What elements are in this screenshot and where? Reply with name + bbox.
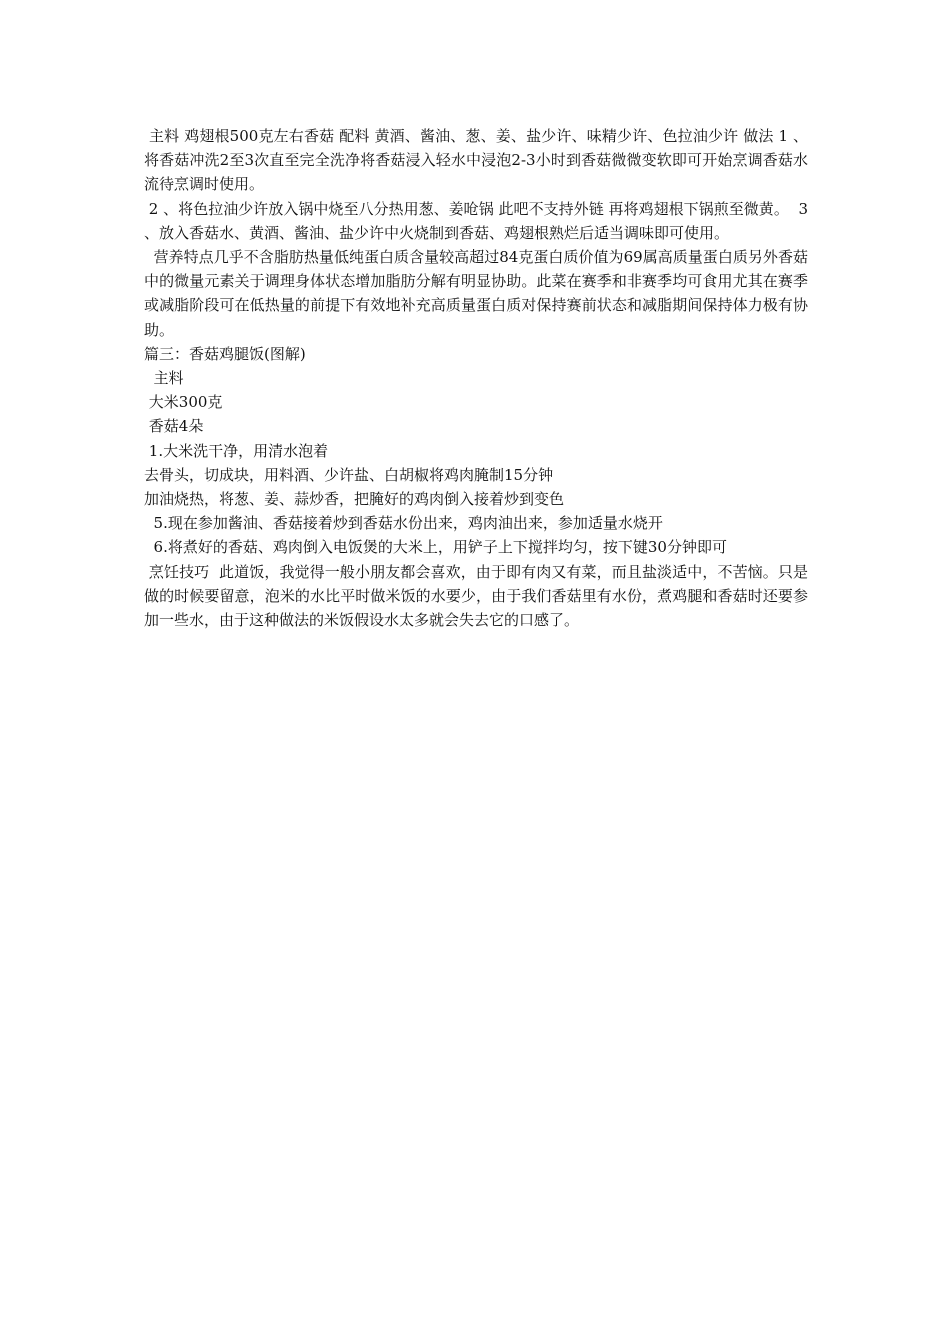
step-5: 5.现在参加酱油、香菇接着炒到香菇水份出来，鸡肉油出来，参加适量水烧开 — [144, 514, 663, 533]
document-body — [144, 124, 813, 632]
step-6: 6.将煮好的香菇、鸡肉倒入电饭煲的大米上，用铲子上下搅拌均匀，按下键30分钟即可 — [144, 538, 727, 557]
ingredients-and-method-paragraph: 主料 鸡翅根500克左右香菇 配料 黄酒、酱油、葱、姜、盐少许、味精少许、色拉油少许 做法 1 、将香菇冲洗2至3次直至完全洗净将香菇浸入轻水中浸泡2-3小时到香菇微微变软即可开始烹调香菇水流待烹调时使用。 — [144, 127, 808, 194]
step-3: 加油烧热，将葱、姜、蒜炒香，把腌好的鸡肉倒入接着炒到变色 — [144, 490, 565, 509]
cooking-tips-paragraph: 烹饪技巧 此道饭，我觉得一般小朋友都会喜欢，由于即有肉又有菜，而且盐淡适中，不苦恼。只是做的时候要留意，泡米的水比平时做米饭的水要少，由于我们香菇里有水份，煮鸡腿和香菇时还要参加一些水，由于这种做法的米饭假设水太多就会失去它的口感了。 — [144, 562, 808, 630]
nutrition-paragraph: 营养特点几乎不含脂肪热量低纯蛋白质含量较高超过84克蛋白质价值为69属高质量蛋白质另外香菇中的微量元素关于调理身体状态增加脂肪分解有明显协助。此菜在赛季和非赛季均可食用尤其在赛季或减脂阶段可在低热量的前提下有效地补充高质量蛋白质对保持赛前状态和减脂期间保持体力极有协助。 — [144, 248, 808, 339]
step-2: 去骨头，切成块，用料酒、少许盐、白胡椒将鸡肉腌制15分钟 — [144, 465, 554, 484]
ingredient-rice: 大米300克 — [144, 393, 223, 412]
section-heading: 篇三：香菇鸡腿饭(图解) — [144, 344, 306, 363]
cooking-steps-paragraph: 2 、将色拉油少许放入锅中烧至八分热用葱、姜呛锅 此吧不支持外链 再将鸡翅根下锅煎至微黄。 3 、放入香菇水、黄酒、酱油、盐少许中火烧制到香菇、鸡翅根熟烂后适当调味即可使用。 — [144, 199, 813, 242]
ingredient-mushroom: 香菇4朵 — [144, 417, 204, 436]
main-ingredient-label: 主料 — [144, 369, 184, 388]
step-1: 1.大米洗干净，用清水泡着 — [144, 441, 329, 460]
